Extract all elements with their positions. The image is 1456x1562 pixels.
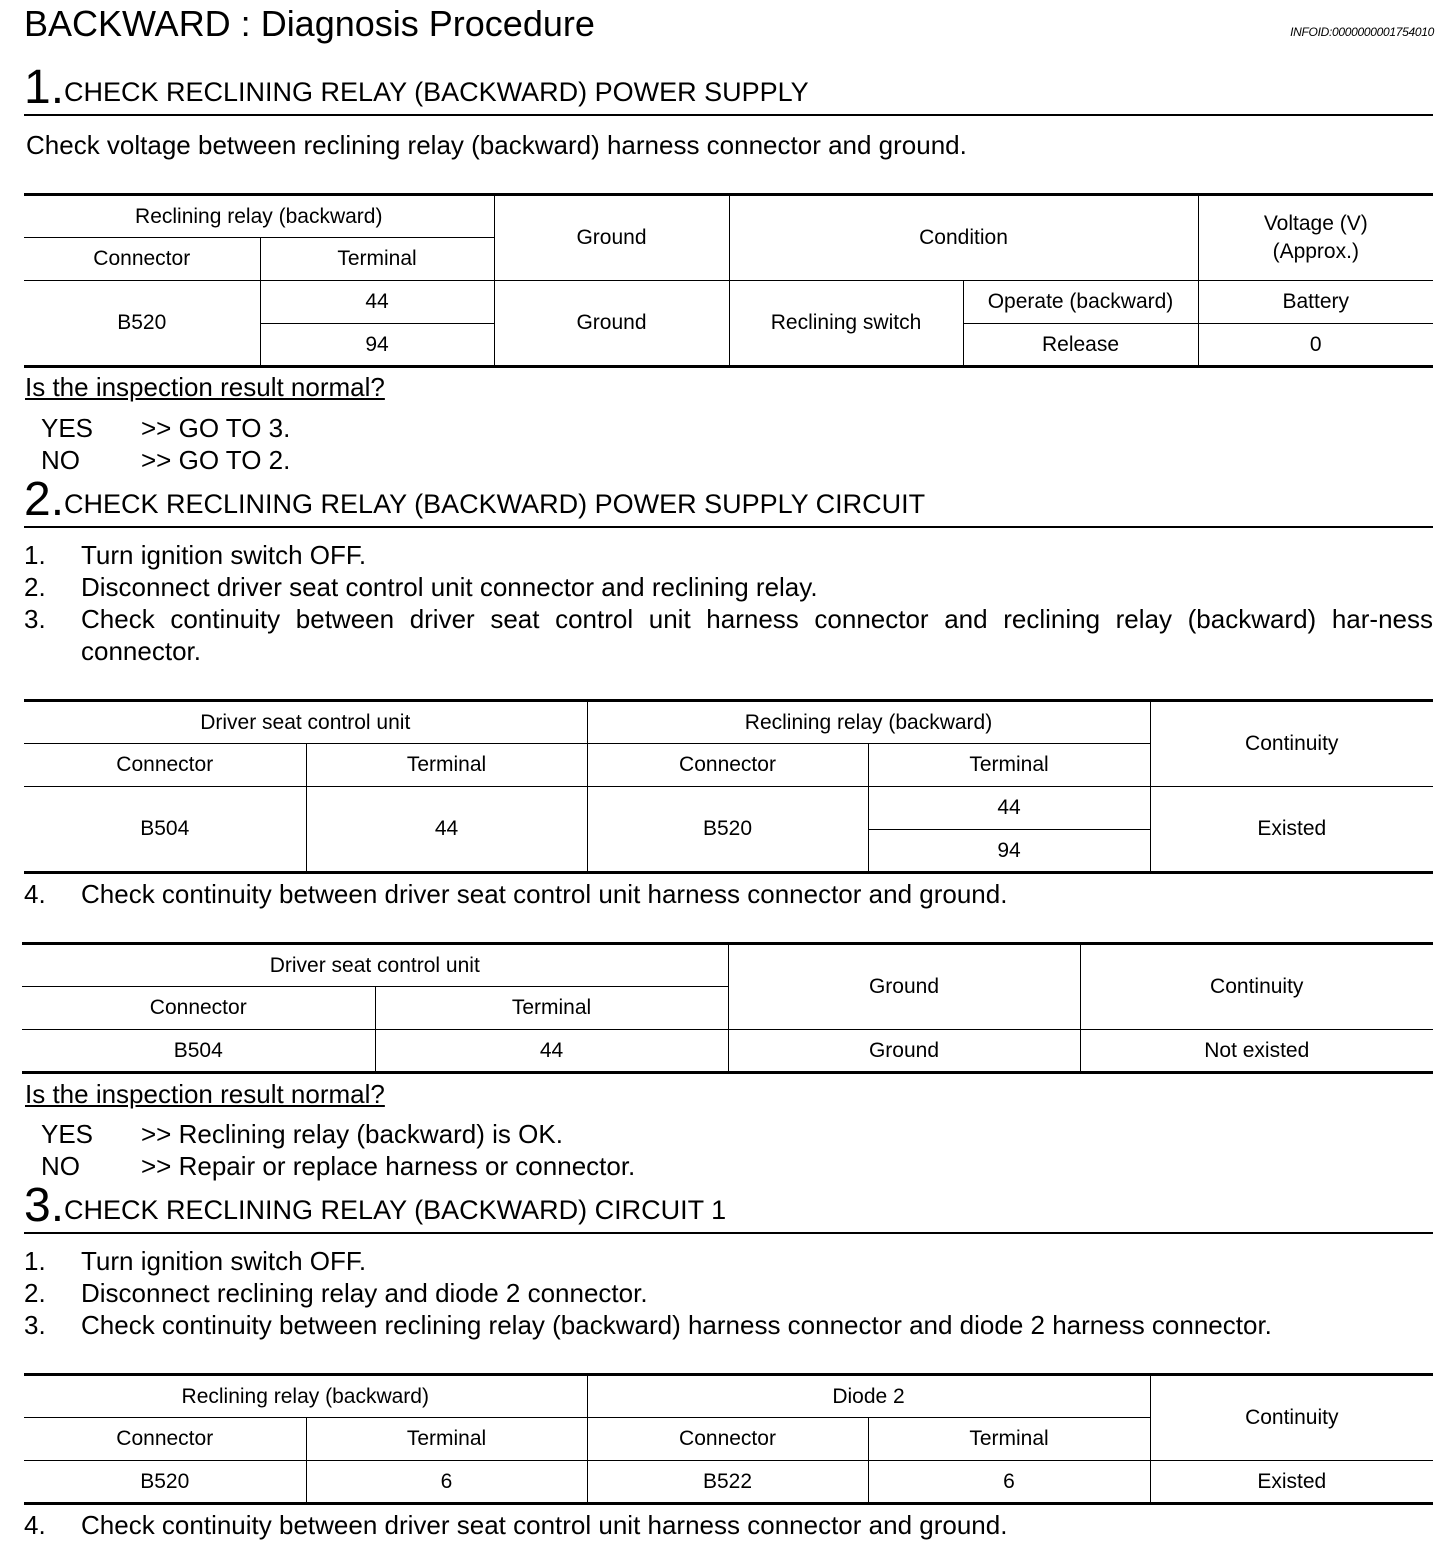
list-item-text: Turn ignition switch OFF.	[81, 1246, 367, 1276]
cell-ground: Ground	[728, 1030, 1080, 1073]
step-1-header	[24, 62, 1433, 116]
list-item	[24, 1277, 1433, 1309]
step-2-yes	[41, 1118, 941, 1150]
list-item-text: Disconnect driver seat control unit connector and reclining relay.	[81, 572, 818, 602]
list-item	[24, 1309, 1433, 1341]
yes-action: >> Reclining relay (backward) is OK.	[141, 1119, 563, 1149]
step-1-voltage-table	[24, 193, 1433, 368]
cell-terminal: 94	[868, 830, 1150, 873]
list-item-number: 2.	[24, 572, 46, 602]
cell-terminal: 6	[306, 1461, 587, 1504]
list-item-text: Check continuity between reclining relay (backward) harness connector and diode 2 harness connector.	[81, 1310, 1272, 1340]
cell-terminal: 44	[260, 281, 494, 324]
th-terminal: Terminal	[868, 1418, 1150, 1461]
th-terminal: Terminal	[260, 238, 494, 281]
th-connector: Connector	[587, 1418, 868, 1461]
cell-ground: Ground	[494, 281, 729, 367]
yes-label: YES	[41, 413, 94, 443]
cell-voltage: 0	[1198, 324, 1433, 367]
cell-state: Release	[963, 324, 1198, 367]
step-2-header	[24, 474, 1433, 528]
cell-terminal: 44	[375, 1030, 728, 1073]
cell-connector: B520	[24, 281, 260, 367]
th-voltage-label: Voltage (V)	[1263, 212, 1368, 235]
step-2-instruction-4	[24, 878, 1433, 910]
step-3-number: 3.	[24, 1179, 65, 1232]
step-1-instruction: Check voltage between reclining relay (backward) harness connector and ground.	[26, 130, 967, 160]
list-item	[24, 1509, 1433, 1541]
th-terminal: Terminal	[375, 987, 728, 1030]
th-connector: Connector	[24, 238, 260, 281]
list-item-number: 4.	[24, 879, 46, 909]
th-ground: Ground	[494, 195, 729, 281]
th-terminal: Terminal	[868, 744, 1150, 787]
th-voltage-approx: (Approx.)	[1272, 240, 1359, 263]
step-2-continuity-table	[24, 699, 1433, 874]
step-3-header	[24, 1180, 1433, 1234]
no-action: >> Repair or replace harness or connector.	[141, 1151, 636, 1181]
th-ground: Ground	[728, 944, 1080, 1030]
th-connector: Connector	[24, 744, 306, 787]
cell-condition: Reclining switch	[729, 281, 963, 367]
list-item	[24, 539, 1433, 571]
list-item	[24, 603, 1433, 667]
step-2-no	[41, 1150, 941, 1182]
cell-connector: B520	[587, 787, 868, 873]
list-item-number: 2.	[24, 1278, 46, 1308]
page-title: BACKWARD : Diagnosis Procedure	[24, 3, 595, 44]
cell-connector: B504	[22, 1030, 375, 1073]
step-2-title: CHECK RECLINING RELAY (BACKWARD) POWER SUPPLY CIRCUIT	[64, 489, 926, 519]
th-diode-2: Diode 2	[587, 1375, 1150, 1418]
list-item-number: 4.	[24, 1510, 46, 1540]
step-1-number: 1.	[24, 61, 65, 114]
cell-continuity: Existed	[1150, 1461, 1433, 1504]
step-2-question: Is the inspection result normal?	[25, 1079, 385, 1109]
cell-continuity: Existed	[1150, 787, 1433, 873]
th-terminal: Terminal	[306, 744, 587, 787]
no-label: NO	[41, 1151, 80, 1181]
th-reclining-relay: Reclining relay (backward)	[24, 1375, 587, 1418]
cell-state: Operate (backward)	[963, 281, 1198, 324]
list-item-number: 3.	[24, 604, 46, 634]
cell-connector: B522	[587, 1461, 868, 1504]
th-continuity: Continuity	[1150, 701, 1433, 787]
th-connector: Connector	[24, 1418, 306, 1461]
yes-label: YES	[41, 1119, 94, 1149]
th-condition: Condition	[729, 195, 1198, 281]
cell-terminal: 44	[306, 787, 587, 873]
step-3-instructions	[24, 1245, 1433, 1341]
list-item-text: Disconnect reclining relay and diode 2 connector.	[81, 1278, 648, 1308]
step-2-number: 2.	[24, 473, 65, 526]
list-item-number: 3.	[24, 1310, 46, 1340]
step-3-title: CHECK RECLINING RELAY (BACKWARD) CIRCUIT 1	[64, 1195, 727, 1225]
cell-connector: B504	[24, 787, 306, 873]
cell-terminal: 44	[868, 787, 1150, 830]
th-driver-seat-control-unit: Driver seat control unit	[22, 944, 728, 987]
th-reclining-relay: Reclining relay (backward)	[24, 195, 494, 238]
th-reclining-relay: Reclining relay (backward)	[587, 701, 1150, 744]
step-1-title: CHECK RECLINING RELAY (BACKWARD) POWER SUPPLY	[64, 77, 809, 107]
th-continuity: Continuity	[1150, 1375, 1433, 1461]
info-id: INFOID:0000000001754010	[1290, 25, 1434, 39]
no-label: NO	[41, 445, 80, 475]
cell-connector: B520	[24, 1461, 306, 1504]
th-driver-seat-control-unit: Driver seat control unit	[24, 701, 587, 744]
list-item	[24, 1245, 1433, 1277]
list-item-text: Turn ignition switch OFF.	[81, 540, 367, 570]
step-1-question: Is the inspection result normal?	[25, 372, 385, 402]
list-item-text: Check continuity between driver seat control unit harness connector and ground.	[81, 1510, 1008, 1540]
cell-continuity: Not existed	[1080, 1030, 1433, 1073]
step-3-instruction-4	[24, 1509, 1433, 1541]
yes-action: >> GO TO 3.	[141, 413, 291, 443]
list-item-text: Check continuity between driver seat control unit harness connector and reclining relay (backward) har-ness connector.	[81, 604, 1433, 666]
list-item	[24, 878, 1433, 910]
cell-terminal: 6	[868, 1461, 1150, 1504]
step-2-instructions	[24, 539, 1433, 667]
th-continuity: Continuity	[1080, 944, 1433, 1030]
cell-terminal: 94	[260, 324, 494, 367]
step-1-yes	[41, 412, 741, 444]
th-voltage	[1198, 195, 1433, 281]
th-connector: Connector	[587, 744, 868, 787]
list-item-text: Check continuity between driver seat control unit harness connector and ground.	[81, 879, 1008, 909]
list-item	[24, 571, 1433, 603]
step-3-continuity-table	[24, 1373, 1433, 1505]
list-item-number: 1.	[24, 540, 46, 570]
step-1-no	[41, 444, 741, 476]
list-item-number: 1.	[24, 1246, 46, 1276]
step-2-ground-table	[22, 942, 1433, 1074]
no-action: >> GO TO 2.	[141, 445, 291, 475]
th-connector: Connector	[22, 987, 375, 1030]
cell-voltage: Battery	[1198, 281, 1433, 324]
th-terminal: Terminal	[306, 1418, 587, 1461]
